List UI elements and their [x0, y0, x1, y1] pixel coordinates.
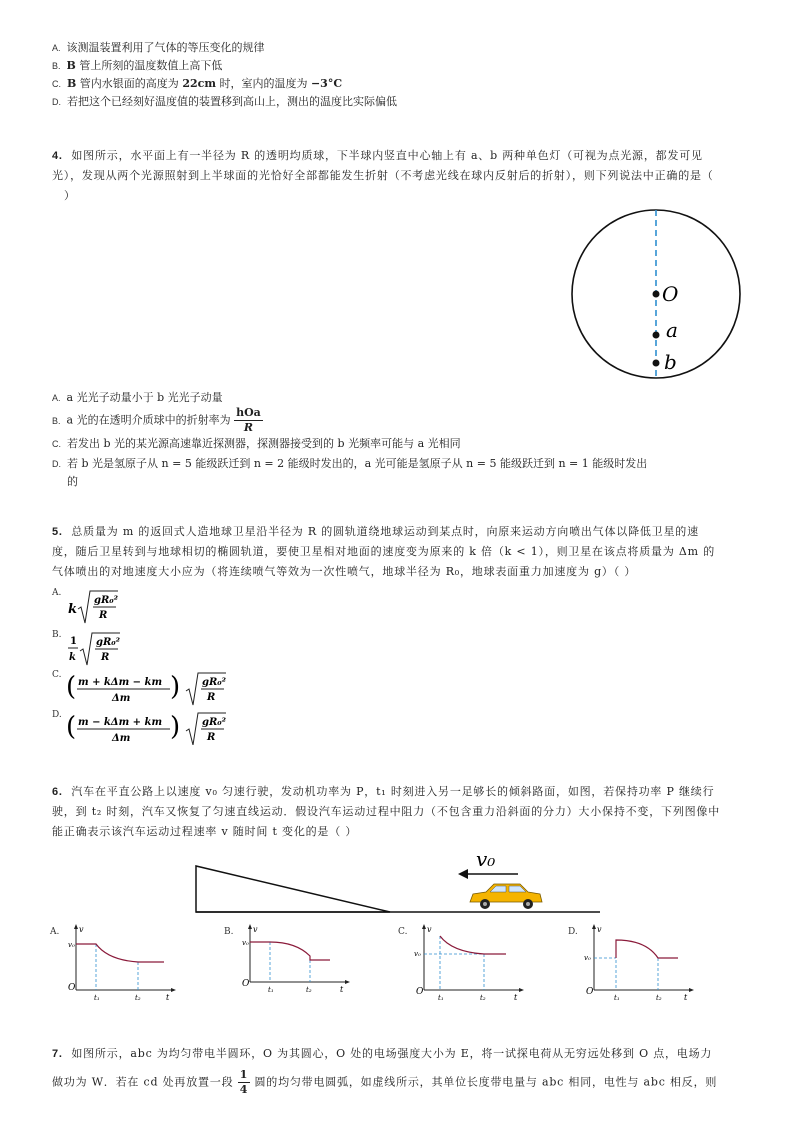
graph-a-curve: [76, 944, 164, 962]
q6-graph-a[interactable]: [48, 922, 188, 1004]
q4-sphere-figure: [568, 206, 744, 382]
svg-text:1: 1: [70, 636, 77, 647]
graph-d-curve: [616, 940, 678, 958]
q4-b-fraction: $\frac{\text{hOa}}{R}$: [236, 406, 261, 434]
q4-option-c[interactable]: C. 若发出 b 光的某光源高速靠近探测器，探测器接受到的 b 光频率可能与 a 光相同: [52, 437, 461, 450]
svg-text:Δm: Δm: [112, 693, 131, 704]
svg-text:gR₀²: gR₀²: [96, 637, 121, 648]
svg-text:O: O: [416, 987, 424, 997]
q7-quarter-fraction: $\frac{1}{4}$: [239, 1068, 249, 1096]
svg-text:v: v: [79, 925, 84, 934]
q5-option-b[interactable]: [52, 630, 121, 665]
svg-text:v₀: v₀: [414, 950, 421, 958]
svg-text:k: k: [69, 652, 76, 663]
point-o: [653, 291, 660, 298]
svg-text:B.: B.: [224, 927, 234, 937]
svg-text:t₁: t₁: [94, 994, 100, 1002]
svg-text:C.: C.: [52, 670, 62, 680]
car-icon: [470, 884, 542, 909]
svg-text:gR₀²: gR₀²: [202, 677, 227, 688]
label-o: O: [662, 282, 679, 306]
point-b: [653, 360, 660, 367]
svg-text:t₂: t₂: [306, 986, 312, 994]
svg-text:A.: A.: [50, 927, 60, 937]
svg-text:t: t: [514, 993, 518, 1002]
svg-text:t₁: t₁: [438, 994, 444, 1002]
q3-option-a[interactable]: A. 该测温装置利用了气体的等压变化的规律: [52, 41, 265, 54]
q4-option-b[interactable]: B. a 光的在透明介质球中的折射率为 $\frac{\text{hOa}}{R}$: [52, 406, 261, 434]
svg-text:Δm: Δm: [112, 733, 131, 744]
label-a: a: [666, 318, 678, 342]
svg-text:m − kΔm + km: m − kΔm + km: [78, 717, 163, 728]
q5-option-c[interactable]: [52, 670, 227, 705]
v0-label: v₀: [476, 847, 496, 871]
q7-stem: 7. 如图所示，abc 为均匀带电半圆环，O 为其圆心，O 处的电场强度大小为 E，将一试探电荷从无穷远处移到 O 点，电场力 做功为 W．若在 cd 处再放置一段 $\frac{1}{4}$ 圆的均匀带电圆弧，如虚线所示，其单位长度带电量与 abc 相同，电性与 abc 相反，则: [52, 1047, 718, 1096]
q5-options-math: [48, 585, 308, 745]
svg-text:t₂: t₂: [656, 994, 662, 1002]
point-a: [653, 332, 660, 339]
svg-text:v: v: [427, 925, 432, 934]
svg-text:B.: B.: [52, 630, 62, 640]
q6-stem: 6. 汽车在平直公路上以速度 v₀ 匀速行驶，发动机功率为 P，t₁ 时刻进入另一足够长的倾斜路面，如图，若保持功率 P 继续行 驶，到 t₂ 时刻，汽车又恢复了匀速直线运动．假设汽车运动过程中阻力（不包含重力沿斜面的分力）大小保持不变，下列图像中 能正确表示该汽车运动过程速率 v 随时间 t 变化的是（ ）: [52, 785, 721, 838]
svg-text:gR₀²: gR₀²: [94, 595, 119, 606]
q6-road-figure: [190, 844, 610, 916]
svg-text:D.: D.: [568, 927, 578, 937]
graph-b-curve: [250, 942, 330, 960]
svg-text:O: O: [68, 983, 76, 993]
svg-text:D.: D.: [52, 710, 62, 720]
svg-text:v: v: [253, 925, 258, 934]
svg-text:R: R: [99, 610, 108, 621]
svg-text:t: t: [166, 993, 170, 1002]
q5-stem: 5. 总质量为 m 的返回式人造地球卫星沿半径为 R 的圆轨道绕地球运动到某点时，向原来运动方向喷出气体以降低卫星的速 度，随后卫星转到与地球相切的椭圆轨道，要使卫星相对地面的速度变为原来的 k 倍（k < 1），则卫星在该点将质量为 Δm 的 气体喷出的对地速度大小应为（将连续喷气等效为一次性喷气，地球半径为 R₀，地球表面重力加速度为 g）（ ）: [52, 525, 715, 578]
svg-text:v₀: v₀: [68, 941, 75, 949]
svg-text:A.: A.: [52, 588, 62, 598]
svg-text:v₀: v₀: [584, 954, 591, 962]
svg-text:C.: C.: [398, 927, 408, 937]
q6-graph-d[interactable]: [566, 922, 706, 1004]
svg-text:gR₀²: gR₀²: [202, 717, 227, 728]
svg-text:(: (: [66, 712, 77, 742]
q4-option-a[interactable]: A. a 光光子动量小于 b 光光子动量: [52, 391, 223, 404]
svg-text:): ): [170, 712, 181, 742]
svg-text:R: R: [101, 652, 110, 663]
label-b: b: [664, 350, 677, 374]
svg-text:O: O: [586, 987, 594, 997]
incline-triangle: [196, 866, 390, 912]
q4-stem: 4. 如图所示，水平面上有一半径为 R 的透明均质球，下半球内竖直中心轴上有 a、b 两种单色灯（可视为点光源，都发可见 光），发现从两个光源照射到上半球面的光恰好全部都能发生折射（不考虑光线在球内反射后的折射），则下列说法中正确的是（ ）: [52, 149, 714, 202]
svg-text:t: t: [340, 985, 344, 994]
svg-text:t₁: t₁: [614, 994, 620, 1002]
svg-text:m + kΔm − km: m + kΔm − km: [78, 677, 163, 688]
svg-text:t₂: t₂: [480, 994, 486, 1002]
q5-option-a[interactable]: [51, 588, 119, 623]
svg-text:R: R: [207, 692, 216, 703]
q4-option-d[interactable]: D. 若 b 光是氢原子从 n = 5 能级跃迁到 n = 2 能级时发出的，a 光可能是氢原子从 n = 5 能级跃迁到 n = 1 能级时发出 的: [52, 457, 648, 488]
svg-text:t₂: t₂: [135, 994, 141, 1002]
svg-text:O: O: [242, 979, 250, 989]
svg-text:): ): [170, 672, 181, 702]
q3-option-d[interactable]: D. 若把这个已经刻好温度值的装置移到高山上，测出的温度比实际偏低: [52, 95, 397, 108]
velocity-arrow-head: [458, 869, 468, 879]
svg-text:v₀: v₀: [242, 939, 249, 947]
q3-option-b[interactable]: B. B 管上所刻的温度数值上高下低: [52, 59, 223, 72]
q5-option-d[interactable]: [52, 710, 227, 745]
graph-c-curve: [440, 936, 506, 954]
svg-text:k: k: [68, 602, 78, 617]
svg-text:v: v: [597, 925, 602, 934]
svg-text:t: t: [684, 993, 688, 1002]
q6-graph-b[interactable]: [222, 922, 362, 1004]
svg-text:(: (: [66, 672, 77, 702]
svg-text:R: R: [207, 732, 216, 743]
q6-graph-c[interactable]: [396, 922, 536, 1004]
q3-option-c[interactable]: C. B 管内水银面的高度为 22cm 时，室内的温度为 −3°C: [52, 77, 343, 90]
svg-text:t₁: t₁: [268, 986, 274, 994]
